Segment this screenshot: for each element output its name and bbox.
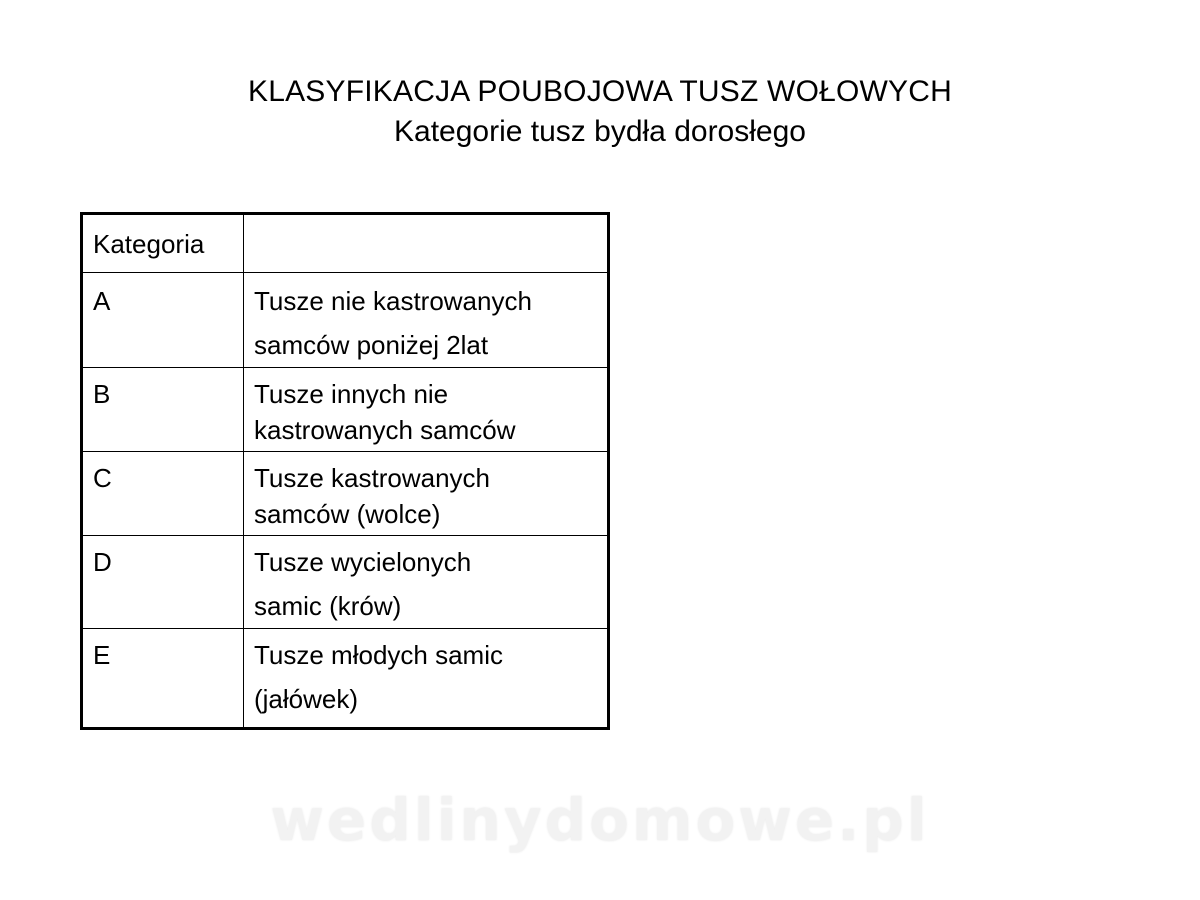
description-line: Tusze wycielonych	[254, 547, 472, 577]
description-cell	[244, 536, 609, 629]
category-cell: B	[82, 368, 244, 452]
table-row	[82, 368, 609, 452]
description-line: Tusze młodych samic	[254, 640, 503, 670]
title-block	[0, 72, 1200, 152]
description-cell	[244, 368, 609, 452]
header-category-cell: Kategoria	[82, 214, 244, 273]
category-cell: D	[82, 536, 244, 629]
table-header-row	[82, 214, 609, 273]
table-row	[82, 629, 609, 729]
watermark: wedlinydomowe.pl	[270, 786, 930, 854]
table-row	[82, 536, 609, 629]
description-cell	[244, 452, 609, 536]
description-line: Tusze kastrowanych	[254, 463, 491, 493]
description-line: Tusze innych nie	[254, 379, 449, 409]
category-table	[80, 212, 610, 730]
category-cell: E	[82, 629, 244, 729]
category-cell: C	[82, 452, 244, 536]
description-cell	[244, 629, 609, 729]
category-cell: A	[82, 273, 244, 368]
description-line: kastrowanych samców	[254, 415, 516, 445]
description-cell	[244, 273, 609, 368]
page-subtitle: Kategorie tusz bydła dorosłego	[394, 115, 806, 148]
page-title: KLASYFIKACJA POUBOJOWA TUSZ WOŁOWYCH	[248, 75, 952, 108]
description-line: Tusze nie kastrowanych	[254, 286, 532, 316]
description-line: samców (wolce)	[254, 499, 441, 529]
table-row	[82, 452, 609, 536]
description-line: samic (krów)	[254, 591, 402, 621]
description-line: samców poniżej 2lat	[254, 330, 489, 360]
description-line: (jałówek)	[254, 684, 359, 714]
table-row	[82, 273, 609, 368]
header-description-cell	[244, 214, 609, 273]
